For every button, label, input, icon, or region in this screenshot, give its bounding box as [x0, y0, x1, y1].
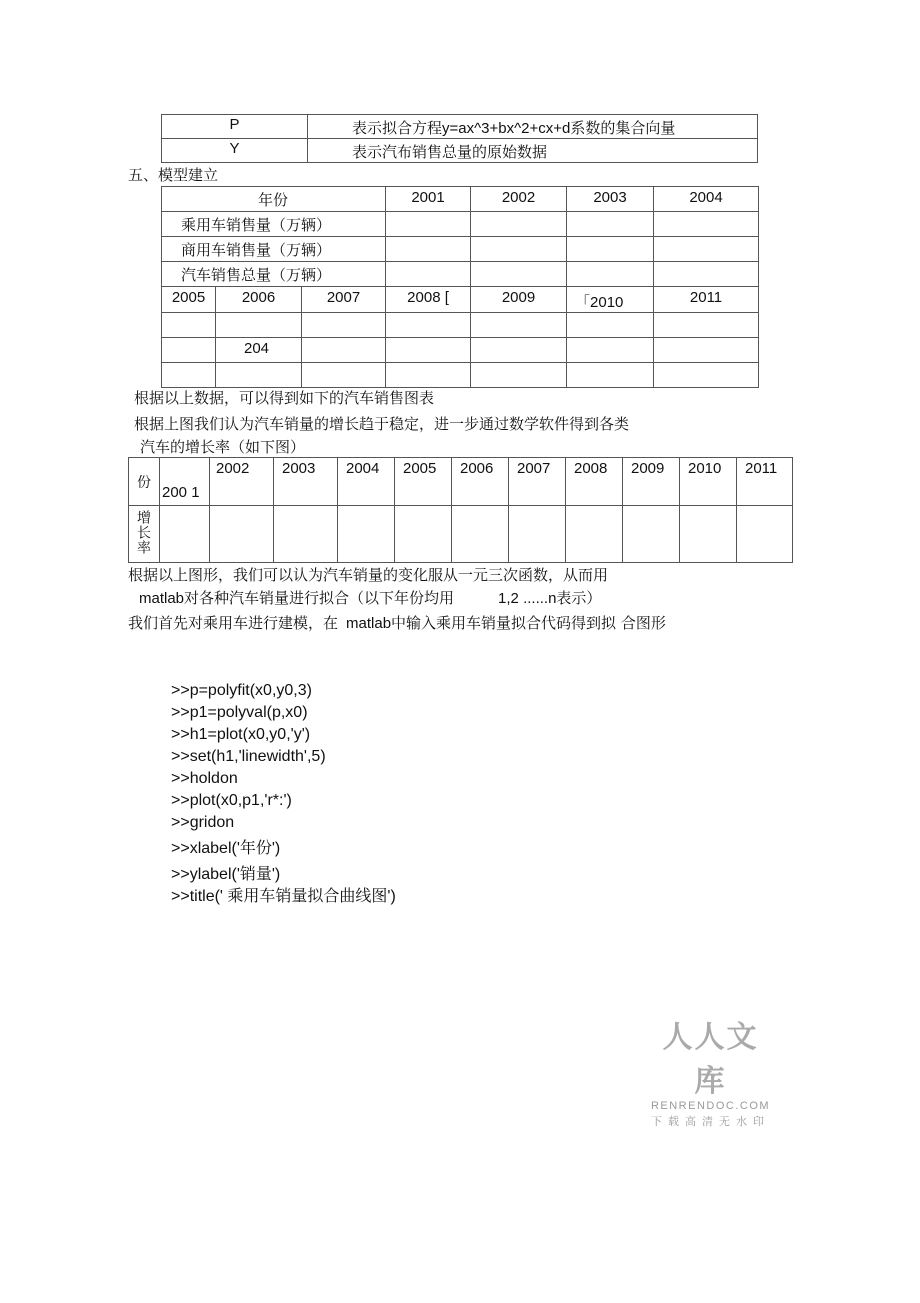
- table-cell: [567, 237, 654, 262]
- variable-table: [161, 114, 758, 163]
- table-cell: [654, 313, 759, 338]
- table-cell: [471, 363, 567, 388]
- table-cell: [162, 338, 216, 363]
- table-cell: [386, 262, 471, 287]
- table-cell: [737, 506, 793, 563]
- table-cell: [302, 338, 386, 363]
- var-desc-p-formula: y=ax^3+bx^2+cx+d: [442, 120, 571, 137]
- table-cell: [509, 506, 566, 563]
- watermark: [648, 1012, 773, 1129]
- table-cell: [471, 212, 567, 237]
- var-desc-p-suffix: 系数的集合向量: [570, 119, 676, 137]
- code-line: >>ylabel('销量'): [171, 866, 281, 883]
- code-line: >>gridon: [171, 814, 235, 831]
- year-2009: 2009: [471, 287, 567, 313]
- code-line: >>h1=plot(x0,y0,'y'): [171, 726, 311, 743]
- growth-rate-label: 增长率: [135, 509, 151, 555]
- table-cell: [162, 313, 216, 338]
- growth-year-2005: 2005: [395, 458, 452, 506]
- table-cell: [395, 506, 452, 563]
- row-label-total: 汽车销售总量（万辆）: [162, 262, 386, 287]
- var-desc-p-prefix: 表示拟合方程: [352, 119, 443, 137]
- paragraph-6-pre: 我们首先对乘用车进行建模，在: [128, 614, 339, 632]
- table-cell: [471, 237, 567, 262]
- table-cell: [302, 313, 386, 338]
- year-2002: 2002: [471, 187, 567, 212]
- year-2011: 2011: [654, 287, 759, 313]
- paragraph-1: 根据以上数据，可以得到如下的汽车销售图表: [134, 389, 435, 407]
- table-cell: [471, 313, 567, 338]
- table-cell: [680, 506, 737, 563]
- growth-year-2002: 2002: [210, 458, 274, 506]
- row-label-commercial: 商用车销售量（万辆）: [162, 237, 386, 262]
- code-line: >>title(' 乘用车销量拟合曲线图'): [171, 888, 396, 905]
- code-line: >>p=polyfit(x0,y0,3): [171, 682, 312, 699]
- paragraph-5-end: 表示）: [556, 589, 602, 607]
- year-2008: 2008 [: [386, 287, 471, 313]
- growth-year-2010: 2010: [680, 458, 737, 506]
- table-cell: [654, 363, 759, 388]
- watermark-domain: RENRENDOC.COM: [650, 1100, 771, 1112]
- table-cell: [162, 363, 216, 388]
- paragraph-4: 根据以上图形，我们可以认为汽车销量的变化服从一元三次函数，从而用: [128, 566, 609, 584]
- table-cell: [216, 363, 302, 388]
- table-cell: [567, 262, 654, 287]
- year-2003: 2003: [567, 187, 654, 212]
- var-symbol-p: P: [162, 115, 308, 139]
- table-cell: [210, 506, 274, 563]
- table-cell: [654, 338, 759, 363]
- growth-year-2003: 2003: [274, 458, 338, 506]
- table-cell: [216, 313, 302, 338]
- code-line: >>p1=polyval(p,x0): [171, 704, 308, 721]
- table-cell: [471, 338, 567, 363]
- watermark-slogan: 下载高清无水印: [651, 1115, 770, 1128]
- watermark-logo: 人人文库: [662, 1020, 759, 1099]
- paragraph-6: [128, 613, 666, 634]
- year-2007: 2007: [302, 287, 386, 313]
- growth-year-2001: 200 1: [160, 458, 210, 506]
- table-cell: [654, 212, 759, 237]
- var-symbol-y: Y: [162, 139, 308, 163]
- growth-year-2006: 2006: [452, 458, 509, 506]
- growth-year-2011: 2011: [737, 458, 793, 506]
- table-cell: [654, 262, 759, 287]
- table-cell: [452, 506, 509, 563]
- table-cell: [567, 338, 654, 363]
- table-cell: [386, 363, 471, 388]
- sales-table: [161, 186, 759, 388]
- table-cell: [386, 212, 471, 237]
- growth-year-2008: 2008: [566, 458, 623, 506]
- table-cell: [386, 313, 471, 338]
- stray-value: 204: [216, 338, 302, 363]
- paragraph-6-post: 中输入乘用车销量拟合代码得到拟 合图形: [391, 614, 666, 632]
- growth-year-label: 份: [129, 458, 160, 506]
- table-cell: [566, 506, 623, 563]
- var-desc-y: 表示汽布销售总量的原始数据: [308, 139, 758, 163]
- paragraph-5: [139, 588, 601, 609]
- growth-table: [128, 457, 793, 563]
- growth-year-2007: 2007: [509, 458, 566, 506]
- paragraph-6-matlab: matlab: [346, 615, 392, 632]
- year-header-label: 年份: [162, 187, 386, 212]
- table-cell: [567, 313, 654, 338]
- table-cell: [471, 262, 567, 287]
- table-cell: [338, 506, 395, 563]
- year-2010: 「2010: [567, 287, 654, 313]
- code-line: >>set(h1,'linewidth',5): [171, 748, 326, 765]
- code-line: >>holdon: [171, 770, 238, 787]
- table-cell: [386, 237, 471, 262]
- table-cell: [160, 506, 210, 563]
- table-cell: [654, 237, 759, 262]
- year-2005: 2005: [162, 287, 216, 313]
- code-line: >>plot(x0,p1,'r*:'): [171, 792, 292, 809]
- growth-year-2004: 2004: [338, 458, 395, 506]
- code-block: [171, 680, 396, 908]
- table-cell: [302, 363, 386, 388]
- year-2001: 2001: [386, 187, 471, 212]
- section-heading: 五、模型建立: [128, 166, 219, 184]
- year-2004: 2004: [654, 187, 759, 212]
- table-cell: [386, 338, 471, 363]
- table-cell: [623, 506, 680, 563]
- paragraph-3: 汽车的增长率（如下图）: [140, 438, 306, 456]
- row-label-passenger: 乘用车销售量（万辆）: [162, 212, 386, 237]
- paragraph-2: 根据上图我们认为汽车销量的增长趋于稳定，进一步通过数学软件得到各类: [134, 415, 630, 433]
- growth-year-2009: 2009: [623, 458, 680, 506]
- paragraph-5-nums: 1,2 ......n: [498, 590, 557, 607]
- growth-rate-label-cell: [129, 506, 160, 563]
- paragraph-5-mid: 对各种汽车销量进行拟合（以下年份均用: [184, 589, 455, 607]
- code-line: >>xlabel('年份'): [171, 840, 281, 857]
- table-cell: [274, 506, 338, 563]
- table-cell: [567, 212, 654, 237]
- var-desc-p: [308, 115, 758, 139]
- paragraph-5-matlab: matlab: [139, 590, 185, 607]
- table-cell: [567, 363, 654, 388]
- year-2006: 2006: [216, 287, 302, 313]
